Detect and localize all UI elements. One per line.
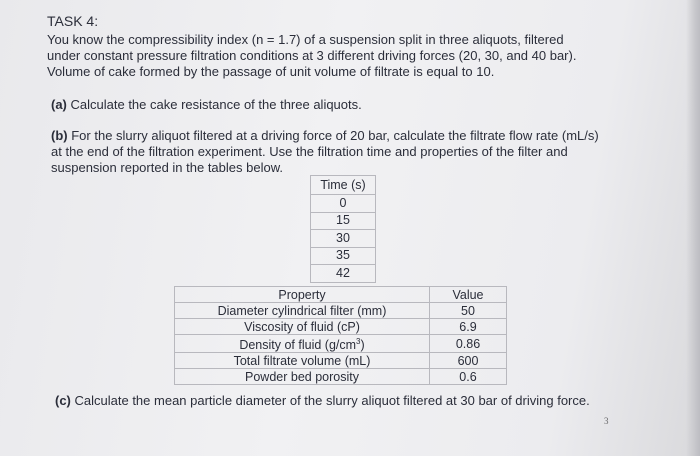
intro-line-2: under constant pressure filtration conditions at 3 different driving forces (20, 30, and 40 bar). bbox=[47, 48, 577, 63]
property-value: 0.86 bbox=[430, 335, 507, 353]
task-title: TASK 4: bbox=[47, 13, 99, 29]
property-name bbox=[175, 335, 430, 353]
question-b-line-2: at the end of the filtration experiment. Use the filtration time and properties of the filter and bbox=[51, 144, 568, 159]
question-c-text: Calculate the mean particle diameter of the slurry aliquot filtered at 30 bar of driving force. bbox=[74, 393, 590, 408]
page-edge-shadow bbox=[686, 0, 700, 456]
property-name-suffix: ) bbox=[360, 338, 365, 353]
question-b-text-1: For the slurry aliquot filtered at a driving force of 20 bar, calculate the filtrate flow rate (mL/s) bbox=[71, 128, 599, 143]
page-number: 3 bbox=[604, 416, 609, 426]
intro-line-3: Volume of cake formed by the passage of unit volume of filtrate is equal to 10. bbox=[47, 64, 495, 79]
question-c bbox=[55, 393, 590, 409]
property-value: 6.9 bbox=[430, 319, 507, 335]
property-header: Property bbox=[175, 287, 430, 303]
property-name: Total filtrate volume (mL) bbox=[175, 353, 430, 369]
question-a-text: Calculate the cake resistance of the three aliquots. bbox=[70, 97, 362, 112]
time-table-header: Time (s) bbox=[311, 176, 376, 195]
time-value: 30 bbox=[311, 230, 376, 248]
time-value: 15 bbox=[311, 212, 376, 230]
question-b-line-1 bbox=[51, 128, 599, 144]
time-value: 0 bbox=[311, 195, 376, 213]
time-value: 35 bbox=[311, 247, 376, 265]
question-a-label: (a) bbox=[51, 97, 67, 112]
property-name: Powder bed porosity bbox=[175, 369, 430, 385]
property-name: Viscosity of fluid (cP) bbox=[175, 319, 430, 335]
time-table bbox=[310, 175, 376, 283]
question-b-line-3: suspension reported in the tables below. bbox=[51, 160, 283, 175]
superscript-3: 3 bbox=[356, 337, 361, 346]
properties-table bbox=[174, 286, 507, 385]
value-header: Value bbox=[430, 287, 507, 303]
property-name-text: Density of fluid (g/cm bbox=[239, 338, 357, 353]
question-b-label: (b) bbox=[51, 128, 68, 143]
time-value: 42 bbox=[311, 265, 376, 283]
property-value: 0.6 bbox=[430, 369, 507, 385]
question-c-label: (c) bbox=[55, 393, 71, 408]
question-a bbox=[51, 97, 362, 113]
property-name: Diameter cylindrical filter (mm) bbox=[175, 303, 430, 319]
property-value: 50 bbox=[430, 303, 507, 319]
property-value: 600 bbox=[430, 353, 507, 369]
intro-line-1: You know the compressibility index (n = 1.7) of a suspension split in three aliquots, filtered bbox=[47, 32, 564, 47]
